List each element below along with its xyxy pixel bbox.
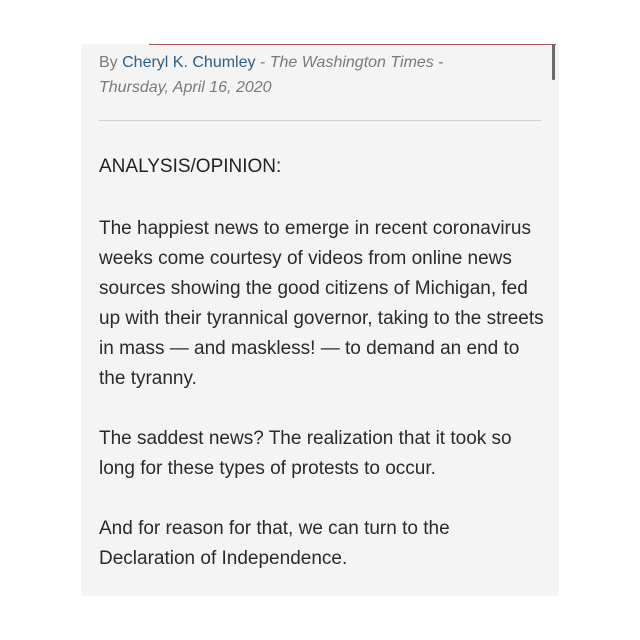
article-paragraph: The happiest news to emerge in recent coronavirus weeks come courtesy of videos from online news sources showing the good citizens of Michigan, fed up with their tyrannical governor, taking to the streets in mass — and maskless! — to demand an end to the tyranny. xyxy=(99,218,544,389)
publication-name: The Washington Times xyxy=(269,54,434,71)
article-page xyxy=(81,44,559,596)
top-rule xyxy=(149,44,556,45)
publish-date: Thursday, April 16, 2020 xyxy=(99,79,272,96)
byline xyxy=(99,50,545,100)
article-paragraph: The saddest news? The realization that it took so long for these types of protests to occur. xyxy=(99,428,512,479)
article-label: ANALYSIS/OPINION: xyxy=(99,156,282,177)
article-paragraph: And for reason for that, we can turn to the Declaration of Independence. xyxy=(99,518,450,569)
byline-separator: - xyxy=(255,54,270,71)
article-content xyxy=(99,50,545,574)
divider xyxy=(99,120,541,121)
byline-prefix: By xyxy=(99,54,123,71)
author-link[interactable]: Cheryl K. Chumley xyxy=(122,54,256,71)
scrollbar[interactable] xyxy=(552,44,555,80)
byline-separator: - xyxy=(433,54,444,71)
